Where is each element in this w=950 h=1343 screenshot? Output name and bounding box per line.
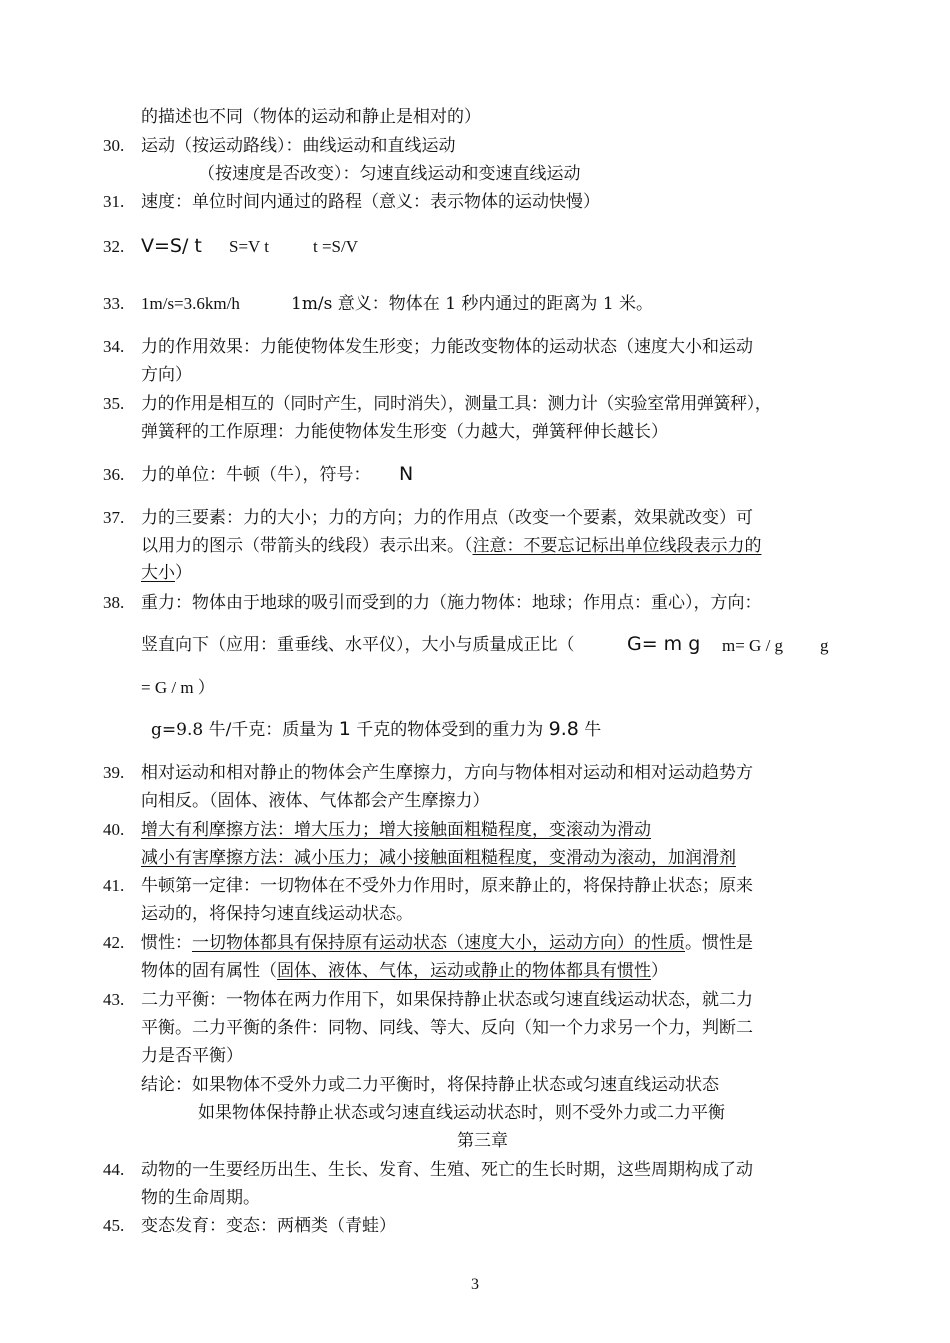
text-line: 物的生命周期。	[141, 1188, 260, 1208]
underlined-text: 注意：不要忘记标出单位线段表示力的	[472, 536, 762, 556]
item-number: 44.	[103, 1160, 125, 1179]
text-line: 如果物体保持静止状态或匀速直线运动状态时，则不受外力或二力平衡	[198, 1103, 725, 1123]
number-one: 1	[338, 718, 351, 740]
text-line: 力的作用效果：力能使物体发生形变；力能改变物体的运动状态（速度大小和运动	[141, 337, 753, 357]
item-number: 34.	[103, 337, 125, 356]
item-number: 35.	[103, 394, 125, 413]
text-line: 运动的，将保持匀速直线运动状态。	[141, 904, 413, 924]
formula-distance: S=V t	[229, 237, 269, 256]
text-segment: g=9.8 牛/千克：质量为	[151, 720, 334, 740]
text-line	[141, 932, 753, 954]
formula-mass: m= G / g	[722, 636, 784, 655]
chapter-heading: 第三章	[457, 1131, 508, 1151]
text-line: 相对运动和相对静止的物体会产生摩擦力，方向与物体相对运动和相对运动趋势方	[141, 763, 753, 783]
text-line	[141, 562, 192, 584]
text-line: 力的单位：牛顿（牛），符号：	[141, 465, 371, 485]
text-line: 运动（按运动路线）：曲线运动和直线运动	[141, 136, 456, 156]
item-number: 36.	[103, 465, 125, 484]
item-number: 37.	[103, 508, 125, 527]
formula-time: t =S/V	[313, 237, 359, 256]
text-segment: 惯性：	[141, 933, 192, 953]
page-number: 3	[471, 1276, 479, 1293]
unit-symbol: N	[399, 463, 414, 485]
item-number: 33.	[103, 294, 125, 313]
item-number: 30.	[103, 136, 125, 155]
text-segment: 千克的物体受到的重力为	[356, 720, 544, 740]
text-line: 结论：如果物体不受外力或二力平衡时，将保持静止状态或匀速直线运动状态	[141, 1075, 719, 1095]
text-line: 力的作用是相互的（同时产生，同时消失），测量工具：测力计（实验室常用弹簧秤），	[141, 394, 772, 414]
text-line: 竖直向下（应用：重垂线、水平仪），大小与质量成正比（	[141, 635, 575, 655]
item-number: 42.	[103, 933, 125, 952]
text-line: 1m/s 意义：物体在 1 秒内通过的距离为 1 米。	[291, 294, 654, 314]
underlined-text: 减小有害摩擦方法：减小压力；减小接触面粗糙程度，变滑动为滚动，加润滑剂	[141, 848, 736, 868]
item-number: 43.	[103, 990, 125, 1009]
item-number: 32.	[103, 237, 125, 256]
text-line: 重力：物体由于地球的吸引而受到的力（施力物体：地球；作用点：重心），方向：	[141, 593, 762, 613]
text-line: 二力平衡：一物体在两力作用下，如果保持静止状态或匀速直线运动状态，就二力	[141, 990, 753, 1010]
text-line	[141, 535, 762, 557]
text-segment: ）	[651, 961, 668, 981]
item-number: 40.	[103, 820, 125, 839]
text-line: （按速度是否改变）：匀速直线运动和变速直线运动	[198, 164, 581, 184]
underlined-text: 增大有利摩擦方法：增大压力；增大接触面粗糙程度，变滚动为滑动	[141, 820, 651, 840]
text-line: 弹簧秤的工作原理：力能使物体发生形变（力越大，弹簧秤伸长越长）	[141, 422, 668, 442]
text-line: 动物的一生要经历出生、生长、发育、生殖、死亡的生长时期，这些周期构成了动	[141, 1160, 753, 1180]
formula-velocity: V=S/ t	[141, 235, 202, 257]
underlined-text: 大小	[141, 563, 175, 583]
text-line: 牛顿第一定律：一切物体在不受外力作用时，原来静止的，将保持静止状态；原来	[141, 876, 753, 896]
text-line: 1m/s=3.6km/h	[141, 294, 240, 313]
text-line	[151, 718, 601, 741]
item-number: 45.	[103, 1216, 125, 1235]
text-line: 的描述也不同（物体的运动和静止是相对的）	[141, 107, 481, 127]
text-segment: 。惯性是	[685, 933, 753, 953]
text-segment: 物体的固有属性（	[141, 961, 277, 981]
text-line: 方向）	[141, 365, 192, 385]
text-line: 力的三要素：力的大小；力的方向；力的作用点（改变一个要素，效果就改变）可	[141, 508, 753, 528]
text-segment: 以用力的图示（带箭头的线段）表示出来。（	[141, 536, 473, 556]
text-line: 平衡。二力平衡的条件：同物、同线、等大、反向（知一个力求另一个力，判断二	[141, 1018, 753, 1038]
item-number: 38.	[103, 593, 125, 612]
underlined-text: 固体、液体、气体，运动或静止的物体都具有惯性	[277, 961, 651, 981]
text-line	[141, 960, 668, 982]
text-line: 向相反。（固体、液体、气体都会产生摩擦力）	[141, 791, 490, 811]
text-line: 速度：单位时间内通过的路程（意义：表示物体的运动快慢）	[141, 192, 600, 212]
formula-g: g	[820, 636, 829, 655]
number-value: 9.8	[548, 718, 579, 740]
item-number: 41.	[103, 876, 125, 895]
text-segment: ）	[175, 563, 192, 583]
underlined-text: 一切物体都具有保持原有运动状态（速度大小，运动方向）的性质	[192, 933, 685, 953]
text-segment: 牛	[584, 720, 602, 740]
item-number: 39.	[103, 763, 125, 782]
item-number: 31.	[103, 192, 125, 211]
text-line: 变态发育：变态：两栖类（青蛙）	[141, 1216, 396, 1236]
text-line: 力是否平衡）	[141, 1046, 243, 1066]
formula-g-continued: = G / m ）	[141, 678, 215, 697]
formula-gravity: G= m g	[627, 633, 701, 655]
